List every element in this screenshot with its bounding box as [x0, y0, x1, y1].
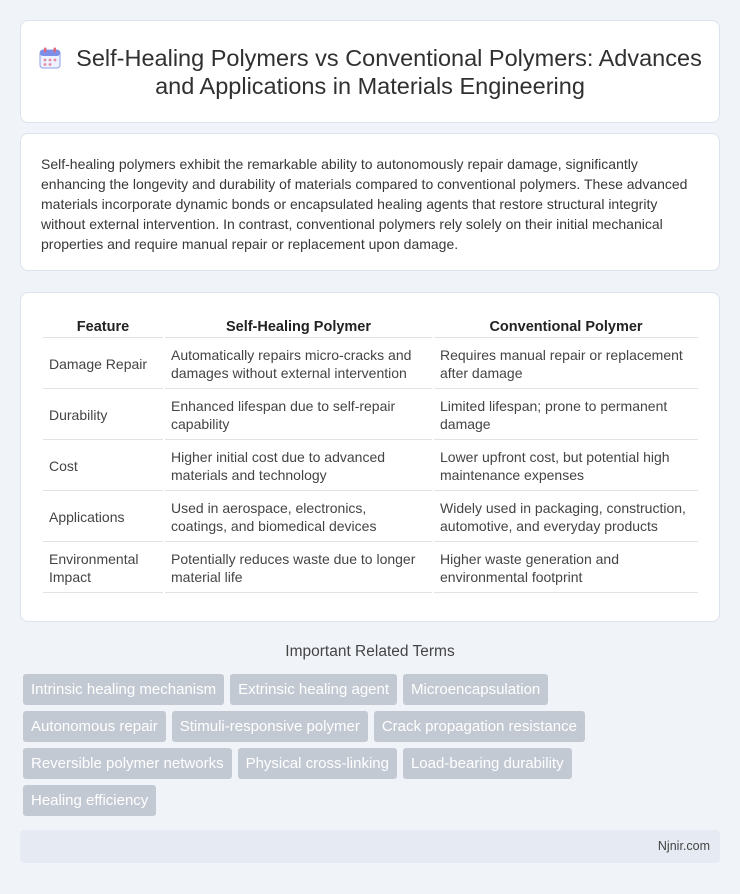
- self-healing-cell: Higher initial cost due to advanced materials and technology: [165, 442, 432, 491]
- related-term-tag[interactable]: Physical cross-linking: [238, 748, 397, 779]
- header-feature: Feature: [43, 315, 163, 338]
- related-term-tag[interactable]: Reversible polymer networks: [23, 748, 232, 779]
- page-title-text: Self-Healing Polymers vs Conventional Polymers: Advances and Applications in Materials Engineering: [76, 44, 702, 99]
- related-term-tag[interactable]: Intrinsic healing mechanism: [23, 674, 224, 705]
- feature-cell: Durability: [43, 391, 163, 440]
- header-conventional: Conventional Polymer: [434, 315, 698, 338]
- related-term-tag[interactable]: Load-bearing durability: [403, 748, 572, 779]
- related-term-tag[interactable]: Healing efficiency: [23, 785, 156, 816]
- related-term-tag[interactable]: Autonomous repair: [23, 711, 166, 742]
- related-terms-list: [23, 674, 643, 822]
- conventional-cell: Lower upfront cost, but potential high maintenance expenses: [434, 442, 698, 491]
- related-term-tag[interactable]: Crack propagation resistance: [374, 711, 585, 742]
- self-healing-cell: Enhanced lifespan due to self-repair capability: [165, 391, 432, 440]
- self-healing-cell: Used in aerospace, electronics, coatings, and biomedical devices: [165, 493, 432, 542]
- table-row: [43, 544, 698, 593]
- calendar-icon: [38, 47, 62, 69]
- table-row: [43, 442, 698, 491]
- intro-card: [20, 133, 720, 271]
- conventional-cell: Higher waste generation and environmental footprint: [434, 544, 698, 593]
- conventional-cell: Limited lifespan; prone to permanent damage: [434, 391, 698, 440]
- conventional-cell: Requires manual repair or replacement after damage: [434, 340, 698, 389]
- self-healing-cell: Automatically repairs micro-cracks and damages without external intervention: [165, 340, 432, 389]
- feature-cell: Damage Repair: [43, 340, 163, 389]
- footer-site-link[interactable]: Njnir.com: [657, 839, 710, 853]
- related-terms-title: Important Related Terms: [285, 643, 455, 660]
- related-term-tag[interactable]: Stimuli-responsive polymer: [172, 711, 368, 742]
- related-term-tag[interactable]: Extrinsic healing agent: [230, 674, 397, 705]
- title-card: [20, 20, 720, 123]
- table-row: [43, 340, 698, 389]
- feature-cell: Applications: [43, 493, 163, 542]
- footer: [20, 830, 720, 863]
- related-term-tag[interactable]: Microencapsulation: [403, 674, 548, 705]
- self-healing-cell: Potentially reduces waste due to longer material life: [165, 544, 432, 593]
- feature-cell: Cost: [43, 442, 163, 491]
- feature-cell: Environmental Impact: [43, 544, 163, 593]
- conventional-cell: Widely used in packaging, construction, automotive, and everyday products: [434, 493, 698, 542]
- intro-paragraph: Self-healing polymers exhibit the remarkable ability to autonomously repair damage, significantly enhancing the longevity and durability of materials compared to conventional polymers. These advanced materials incorporate dynamic bonds or encapsulated healing agents that restore structural integrity without external intervention. In contrast, conventional polymers rely solely on their initial mechanical properties and require manual repair or replacement upon damage.: [41, 156, 688, 252]
- table-header-row: [43, 315, 698, 338]
- page-title: [21, 44, 719, 100]
- table-row: [43, 493, 698, 542]
- table-row: [43, 391, 698, 440]
- header-self-healing: Self-Healing Polymer: [165, 315, 432, 338]
- comparison-table: [41, 313, 700, 595]
- comparison-card: [20, 292, 720, 622]
